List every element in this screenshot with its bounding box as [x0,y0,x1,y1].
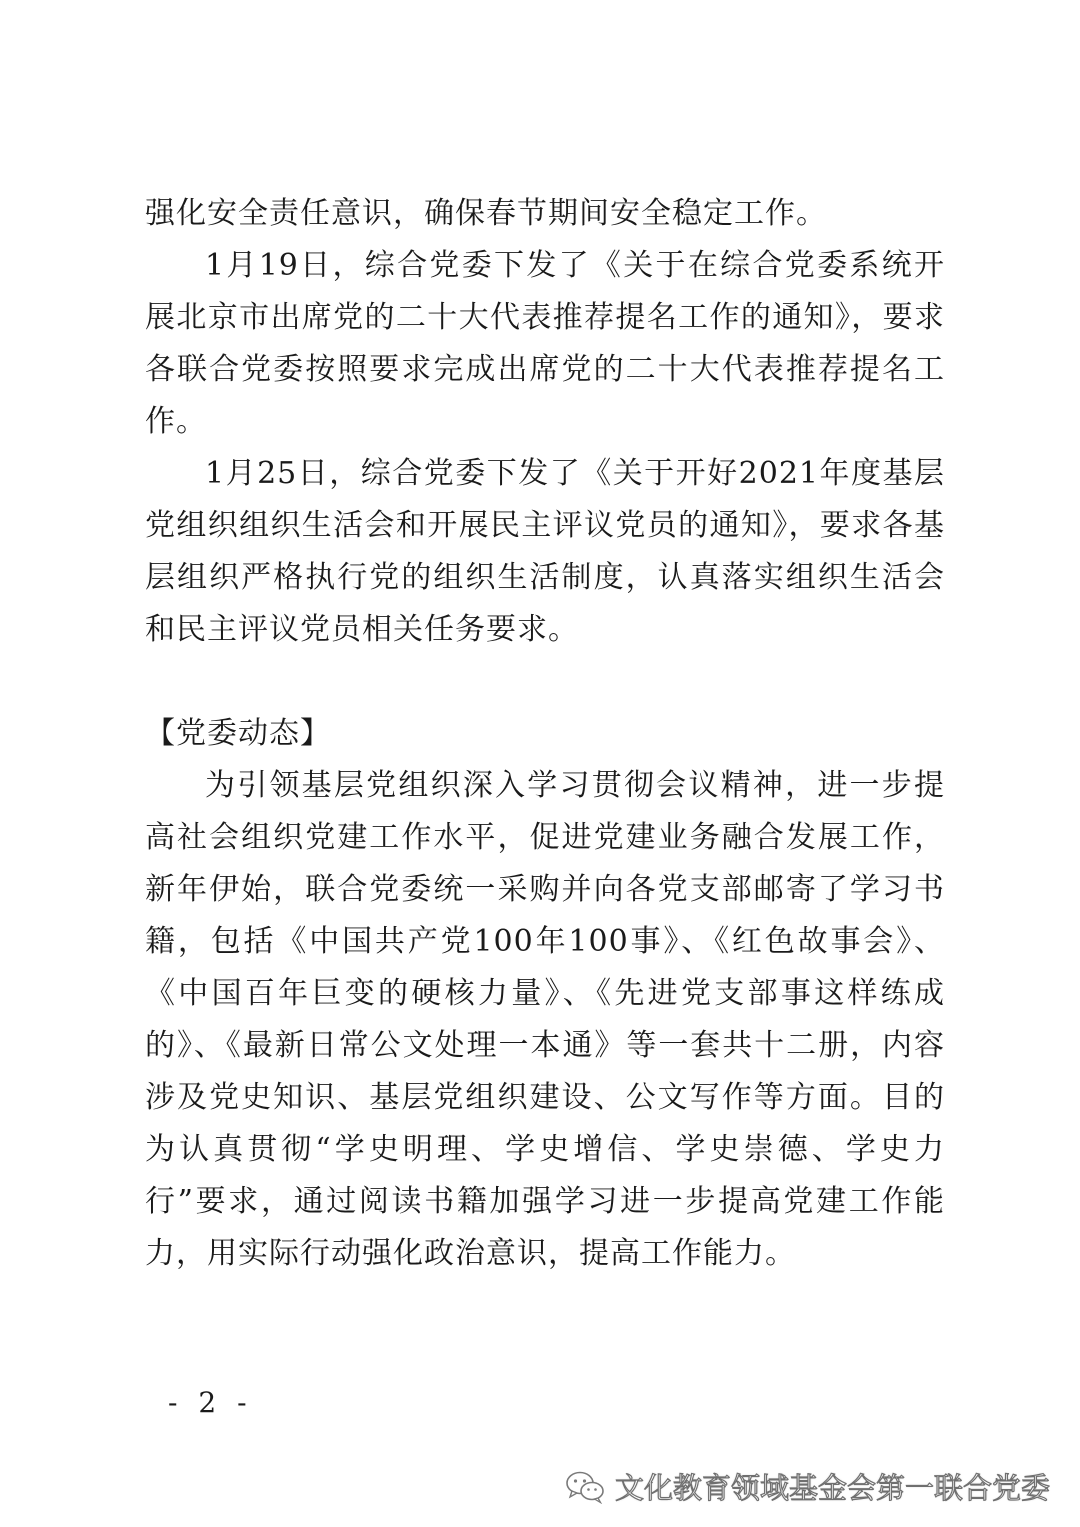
document-body [145,188,945,1280]
wechat-icon [565,1470,605,1504]
paragraph-safety: 强化安全责任意识，确保春节期间安全稳定工作。 [145,196,827,231]
section-spacer [145,656,945,708]
paragraph-jan19: 1月19日，综合党委下发了《关于在综合党委系统开展北京市出席党的二十大代表推荐提名工作的通知》，要求各联合党委按照要求完成出席党的二十大代表推荐提名工作。 [145,248,945,439]
paragraph-jan25: 1月25日，综合党委下发了《关于开好2021年度基层党组织组织生活会和开展民主评议党员的通知》，要求各基层组织严格执行党的组织生活制度，认真落实组织生活会和民主评议党员相关任务要求。 [145,456,945,647]
page-number: - 2 - [168,1386,253,1419]
watermark-text: 文化教育领域基金会第一联合党委 [614,1471,1050,1505]
watermark [565,1466,1050,1507]
paragraph-committee-news: 为引领基层党组织深入学习贯彻会议精神，进一步提高社会组织党建工作水平，促进党建业务融合发展工作，新年伊始，联合党委统一采购并向各党支部邮寄了学习书籍，包括《中国共产党100年100事》、《红色故事会》、《中国百年巨变的硬核力量》、《先进党支部事这样练成的》、《最新日常公文处理一本通》等一套共十二册，内容涉及党史知识、基层党组织建设、公文写作等方面。目的为认真贯彻“学史明理、学史增信、学史崇德、学史力行”要求，通过阅读书籍加强学习进一步提高党建工作能力，用实际行动强化政治意识，提高工作能力。 [145,768,945,1271]
section-heading: 【党委动态】 [145,716,331,751]
